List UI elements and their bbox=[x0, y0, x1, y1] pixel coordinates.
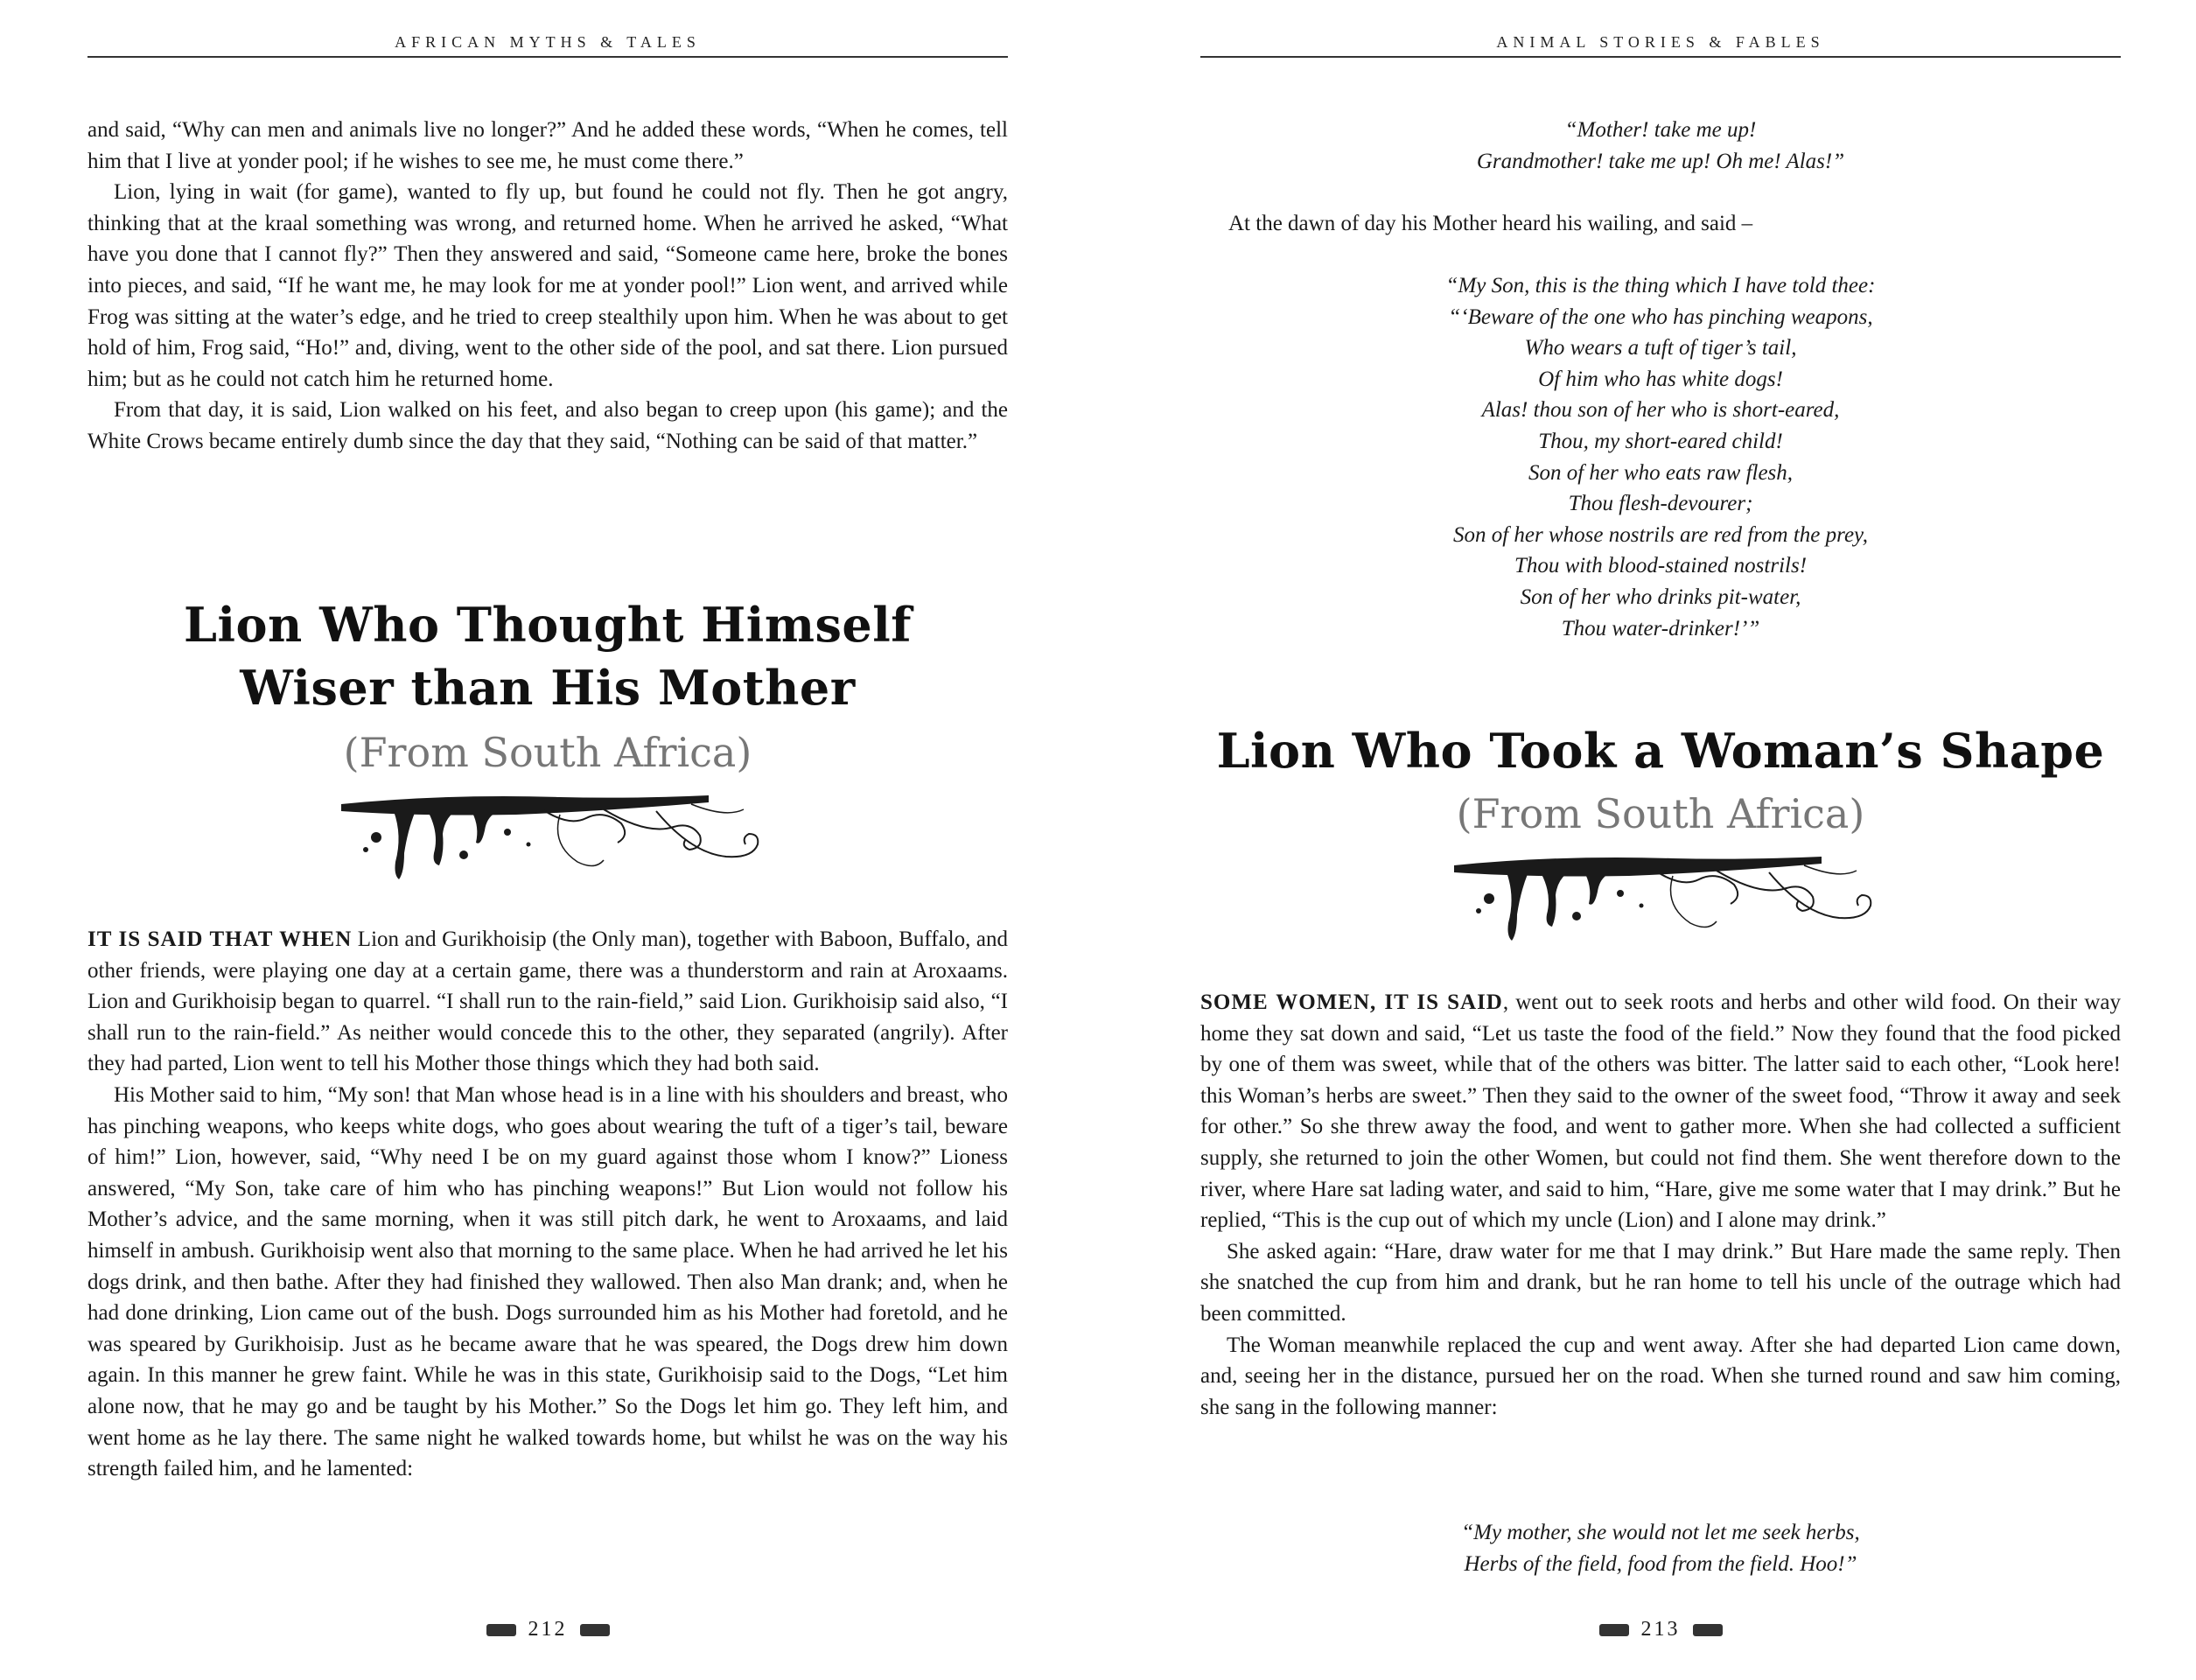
header-rule bbox=[87, 56, 1008, 58]
verse-line: Thou, my short-eared child! bbox=[1538, 429, 1783, 453]
story-title: Lion Who Took a Woman’s Shape bbox=[1216, 723, 2105, 779]
page-number: 213 bbox=[1200, 1618, 2121, 1642]
story-subtitle: (From South Africa) bbox=[343, 729, 752, 776]
ink-splash-ornament bbox=[341, 792, 779, 888]
verse-line: Thou with blood-stained nostrils! bbox=[1514, 554, 1808, 578]
paragraph bbox=[1200, 987, 2121, 1236]
verse-line: “‘Beware of the one who has pinching weapons, bbox=[1448, 304, 1873, 329]
paragraph-text: Lion and Gurikhoisip (the Only man), together with Baboon, Buffalo, and other friends, were playing one day at a certain game, there was a thunderstorm and rain at Aroxaams. Lion and Gurikhoisip began to quarrel. “I shall run to the rain-field,” said Lion. Gurikhoisip said also, “I shall run to the rain-field.” As neither would concede this to the other, they separated (angrily). After they had parted, Lion went to tell his Mother those things which they had both said. bbox=[87, 928, 1008, 1076]
narrative-line: At the dawn of day his Mother heard his wailing, and said – bbox=[1228, 212, 1753, 235]
left-page bbox=[87, 0, 1008, 1680]
verse-line: Thou water-drinker!’” bbox=[1561, 616, 1760, 640]
verse-line: Of him who has white dogs! bbox=[1538, 367, 1783, 391]
header-rule bbox=[1200, 56, 2121, 58]
verse-line: Who wears a tuft of tiger’s tail, bbox=[1524, 336, 1797, 360]
folio-ornament-icon bbox=[486, 1624, 516, 1636]
story-text bbox=[87, 924, 1008, 1485]
folio-ornament-icon bbox=[1599, 1624, 1629, 1636]
verse-line: Son of her whose nostrils are red from the prey, bbox=[1452, 522, 1869, 547]
paragraph: From that day, it is said, Lion walked on his feet, and also began to creep upon (his game); and the White Crows became entirely dumb since the day that they said, “Nothing can be said of that matter.” bbox=[87, 398, 1008, 453]
verse-line: Alas! thou son of her who is short-eared, bbox=[1481, 398, 1840, 423]
right-page bbox=[1200, 0, 2121, 1680]
paragraph bbox=[87, 924, 1008, 1080]
verse-line: Son of her who eats raw flesh, bbox=[1528, 460, 1794, 485]
song-verse bbox=[1200, 1517, 2121, 1579]
title-line: Lion Who Thought Himself bbox=[184, 597, 912, 653]
paragraph: She asked again: “Hare, draw water for me that I may drink.” But Hare made the same reply. Then she snatched the cup from him and drank, but he ran home to tell his uncle of the outrage which had been committed. bbox=[1200, 1239, 2121, 1326]
verse-line: “Mother! take me up! bbox=[1564, 118, 1757, 142]
verse-line: Thou flesh-devourer; bbox=[1568, 492, 1753, 516]
running-head: AFRICAN MYTHS & TALES bbox=[395, 33, 701, 51]
lament-verse bbox=[1200, 270, 2121, 644]
running-head: ANIMAL STORIES & FABLES bbox=[1496, 33, 1825, 51]
verse-line: Son of her who drinks pit-water, bbox=[1520, 584, 1801, 609]
title-line: Wiser than His Mother bbox=[240, 660, 856, 716]
verse-line: Grandmother! take me up! Oh me! Alas!” bbox=[1476, 149, 1845, 173]
story-text bbox=[1200, 987, 2121, 1423]
paragraph: Lion, lying in wait (for game), wanted to fly up, but found he could not fly. Then he got angry, thinking that at the kraal something was wrong, and returned home. When he arrived he asked, “What have you done that I cannot fly?” Then they answered and said, “Someone came here, broke the bones into pieces, and said, “If he want me, he may look for me at yonder pool!” Lion went, and arrived while Frog was sitting at the water’s edge, and he tried to creep stealthily upon him. When he was about to get hold of him, Frog said, “Ho!” and, diving, went to the other side of the pool, and sat there. Lion pursued him; but as he could not catch him he returned home. bbox=[87, 180, 1008, 391]
paragraph-text: , went out to seek roots and herbs and other wild food. On their way home they sat down and said, “Let us taste the food of the field.” Now they found that the food picked by one of them was sweet, while that of the others was bitter. The latter said to each other, “Look here! this Woman’s herbs are sweet.” Then they said to the owner of the sweet food, “Throw it away and seek for other.” So she threw away the food, and went to gather more. When she had collected a sufficient supply, she returned to join the other Women, but could not find them. She went therefore down to the river, where Hare sat lading water, and said to him, “Hare, give me some water that I may drink.” But he replied, “This is the cup out of which my uncle (Lion) and I alone may drink.” bbox=[1200, 990, 2121, 1233]
story-title bbox=[87, 593, 1008, 719]
paragraph: His Mother said to him, “My son! that Man whose head is in a line with his shoulders and breast, who has pinching weapons, who keeps white dogs, who goes about wearing the tuft of a tiger’s tail, beware of him!” Lion, however, said, “Why need I be on my guard against those whom I know?” Lioness answered, “My Son, take care of him who has pinching weapons!” But Lion would not follow his Mother’s advice, and the same morning, when it was still pitch dark, he went to Aroxaams, and laid himself in ambush. Gurikhoisip went also that morning to the same place. When he had arrived he let his dogs drink, and then bathe. After they had finished they wallowed. Then also Man drank; and, when he had done drinking, Lion came out of the bush. Dogs surrounded him as his Mother had foretold, and he was speared by Gurikhoisip. Just as he became aware that he was speared, the Dogs drew him down again. In this manner he grew faint. While he was in this state, Gurikhoisip said to the Dogs, “Let him alone now, that he may go and be taught by his Mother.” So the Dogs let him go. They left him, and went home as he lay there. The same night he walked towards home, but whilst he was on the way his strength failed him, and he lamented: bbox=[87, 1082, 1008, 1481]
verse-line: Herbs of the field, food from the field. Hoo!” bbox=[1464, 1551, 1857, 1576]
ink-splash-ornament bbox=[1454, 853, 1892, 949]
page-number: 212 bbox=[87, 1618, 1008, 1642]
verse-block bbox=[1200, 115, 2121, 177]
paragraph: The Woman meanwhile replaced the cup and went away. After she had departed Lion came down, and, seeing her in the distance, pursued her on the road. When she turned round and saw him coming, she sang in the following manner: bbox=[1200, 1333, 2121, 1419]
lead-in: SOME WOMEN, IT IS SAID bbox=[1200, 990, 1503, 1014]
lead-in: IT IS SAID THAT WHEN bbox=[87, 928, 353, 951]
folio-ornament-icon bbox=[1693, 1624, 1723, 1636]
verse-line: “My mother, she would not let me seek herbs, bbox=[1461, 1521, 1860, 1544]
story-subtitle: (From South Africa) bbox=[1456, 790, 1865, 837]
verse-line: “My Son, this is the thing which I have told thee: bbox=[1445, 274, 1876, 298]
folio-ornament-icon bbox=[580, 1624, 610, 1636]
paragraph: and said, “Why can men and animals live no longer?” And he added these words, “When he comes, tell him that I live at yonder pool; if he wishes to see me, he must come there.” bbox=[87, 118, 1008, 173]
continued-text bbox=[87, 115, 1008, 458]
